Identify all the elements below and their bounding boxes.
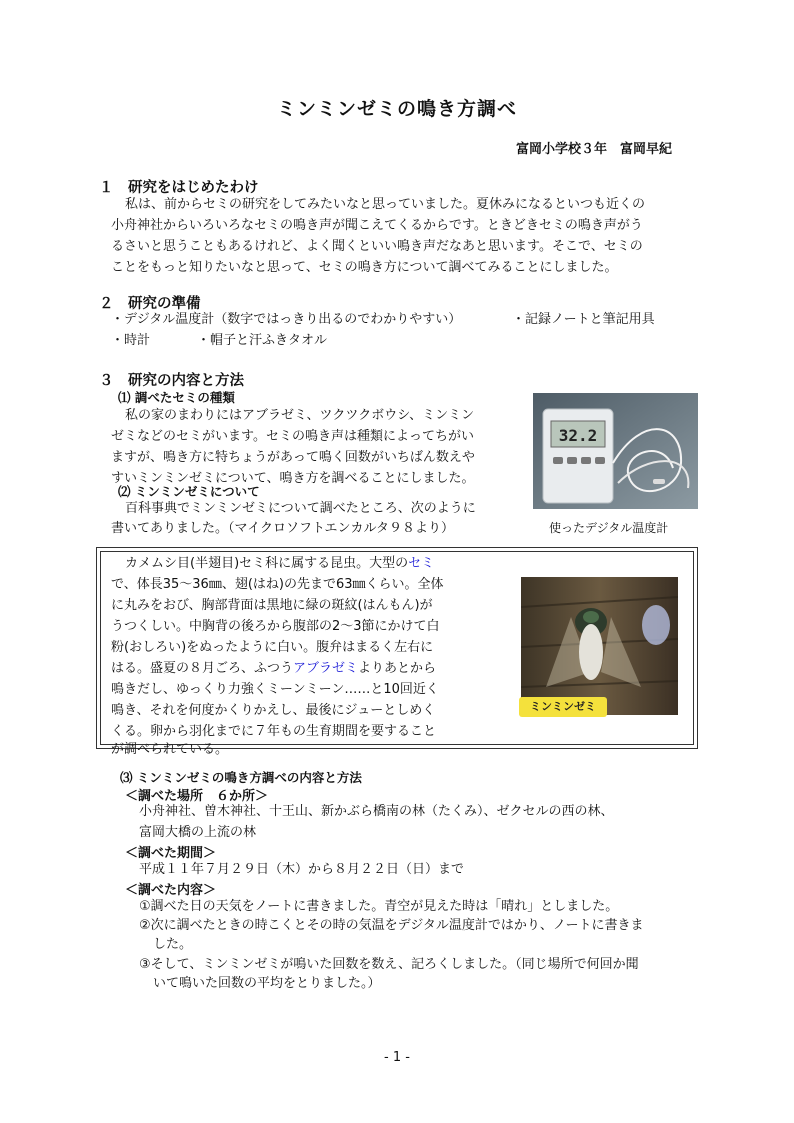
thermometer-caption: 使ったデジタル温度計 (549, 521, 669, 535)
author-line: 富岡小学校３年 富岡早紀 (515, 142, 672, 157)
aburazemi-link[interactable]: アブラゼミ (293, 661, 359, 676)
sub1-line-4: すいミンミンゼミについて、鳴き方を調べることにしました。 (111, 471, 475, 486)
thermometer-display: 32.2 (558, 426, 598, 445)
s1-line-2: 小舟神社からいろいろなセミの鳴き声が聞こえてくるからです。ときどきセミの鳴き声がう (111, 218, 643, 233)
quote-line-7: 鳴きだし、ゆっくり力強くミーンミーン……と10回近く (111, 682, 439, 697)
thermometer-photo (533, 393, 698, 509)
thermometer-illustration (533, 393, 698, 509)
sub1-heading: ⑴ 調べたセミの種類 (118, 390, 235, 405)
sub1-line-2: ゼミなどのセミがいます。セミの鳴き声は種類によってちがい (111, 429, 474, 444)
quote-line-1 (125, 553, 434, 574)
places-line-1: 小舟神社、曽木神社、十王山、新かぶら橋南の林（たくみ）、ゼクセルの西の林、 (139, 804, 614, 819)
cicada-illustration (521, 577, 678, 715)
quote-line-1-text: カメムシ目(半翅目)セミ科に属する昆虫。大型の (125, 556, 409, 571)
content-item-3b: いて鳴いた回数の平均をとりました。） (153, 976, 381, 991)
places-heading: ＜調べた場所 ６か所＞ (125, 789, 269, 804)
period-heading: ＜調べた期間＞ (125, 846, 217, 861)
quote-line-9: くる。卵から羽化までに７年もの生育期間を要すること (111, 724, 437, 739)
s1-line-1: 私は、前からセミの研究をしてみたいなと思っていました。夏休みになるといつも近くの (125, 197, 646, 212)
s2-item-hat-towel: ・帽子と汗ふきタオル (197, 333, 328, 348)
s2-item-notebook: ・記録ノートと筆記用具 (512, 312, 655, 327)
cicada-photo (521, 577, 678, 715)
section2-heading: ２ 研究の準備 (99, 296, 201, 312)
places-line-2: 富岡大橋の上流の林 (139, 825, 257, 840)
s2-item-thermometer: ・デジタル温度計（数字ではっきり出るのでわかりやすい） (111, 312, 462, 327)
sub3-heading: ⑶ ミンミンゼミの鳴き方調べの内容と方法 (120, 770, 362, 785)
sub1-line-3: ますが、鳴き方に特ちょうがあって鳴く回数がいちばん数えや (111, 450, 475, 465)
quote-line-10: が調べられている。 (111, 742, 229, 757)
quote-line-6-text-a: はる。盛夏の８月ごろ、ふつう (111, 661, 294, 676)
section3-heading: ３ 研究の内容と方法 (99, 373, 244, 389)
sub2-heading: ⑵ ミンミンゼミについて (118, 484, 260, 499)
quote-line-5: 粉(おしろい)をぬったように白い。腹弁はまるく左右に (111, 640, 434, 655)
quote-line-8: 鳴き、それを何度かくりかえし、最後にジューとしめく (111, 703, 436, 718)
page-number: - 1 - (384, 1050, 410, 1065)
s1-line-3: るさいと思うこともあるけれど、よく聞くといい鳴き声だなあと思います。そこで、セミの (111, 239, 643, 254)
s2-item-clock: ・時計 (111, 333, 151, 348)
content-item-2b: した。 (153, 937, 193, 952)
quote-line-3: に丸みをおび、胸部背面は黒地に緑の斑紋(はんもん)が (111, 598, 433, 613)
quote-line-6 (111, 658, 436, 679)
cicada-photo-label: ミンミンゼミ (519, 697, 607, 717)
page-title: ミンミンゼミの鳴き方調べ (276, 98, 517, 120)
quote-line-4: うつくしい。中胸背の後ろから腹部の2～3節にかけて白 (111, 619, 440, 634)
content-item-1: ①調べた日の天気をノートに書きました。青空が見えた時は「晴れ」としました。 (139, 899, 619, 914)
semi-link[interactable]: セミ (408, 556, 435, 571)
s1-line-4: ことをもっと知りたいなと思って、セミの鳴き方について調べてみることにしました。 (111, 260, 618, 275)
quote-line-6-text-b: よりあとから (358, 661, 437, 676)
sub2-line-2: 書いてありました。（マイクロソフトエンカルタ９８より） (111, 521, 454, 536)
section1-heading: １ 研究をはじめたわけ (99, 180, 259, 196)
content-item-3a: ③そして、ミンミンゼミが鳴いた回数を数え、記ろくしました。（同じ場所で何回か聞 (139, 957, 639, 972)
sub2-line-1: 百科事典でミンミンゼミについて調べたところ、次のように (125, 501, 476, 516)
quote-line-2: で、体長35～36㎜、翅(はね)の先まで63㎜くらい。全体 (111, 577, 444, 592)
period-text: 平成１１年７月２９日（木）から８月２２日（日）まで (139, 862, 465, 877)
content-heading: ＜調べた内容＞ (125, 883, 217, 898)
sub1-line-1: 私の家のまわりにはアブラゼミ、ツクツクボウシ、ミンミン (125, 408, 475, 423)
content-item-2a: ②次に調べたときの時こくとその時の気温をデジタル温度計ではかり、ノートに書きま (139, 918, 644, 933)
